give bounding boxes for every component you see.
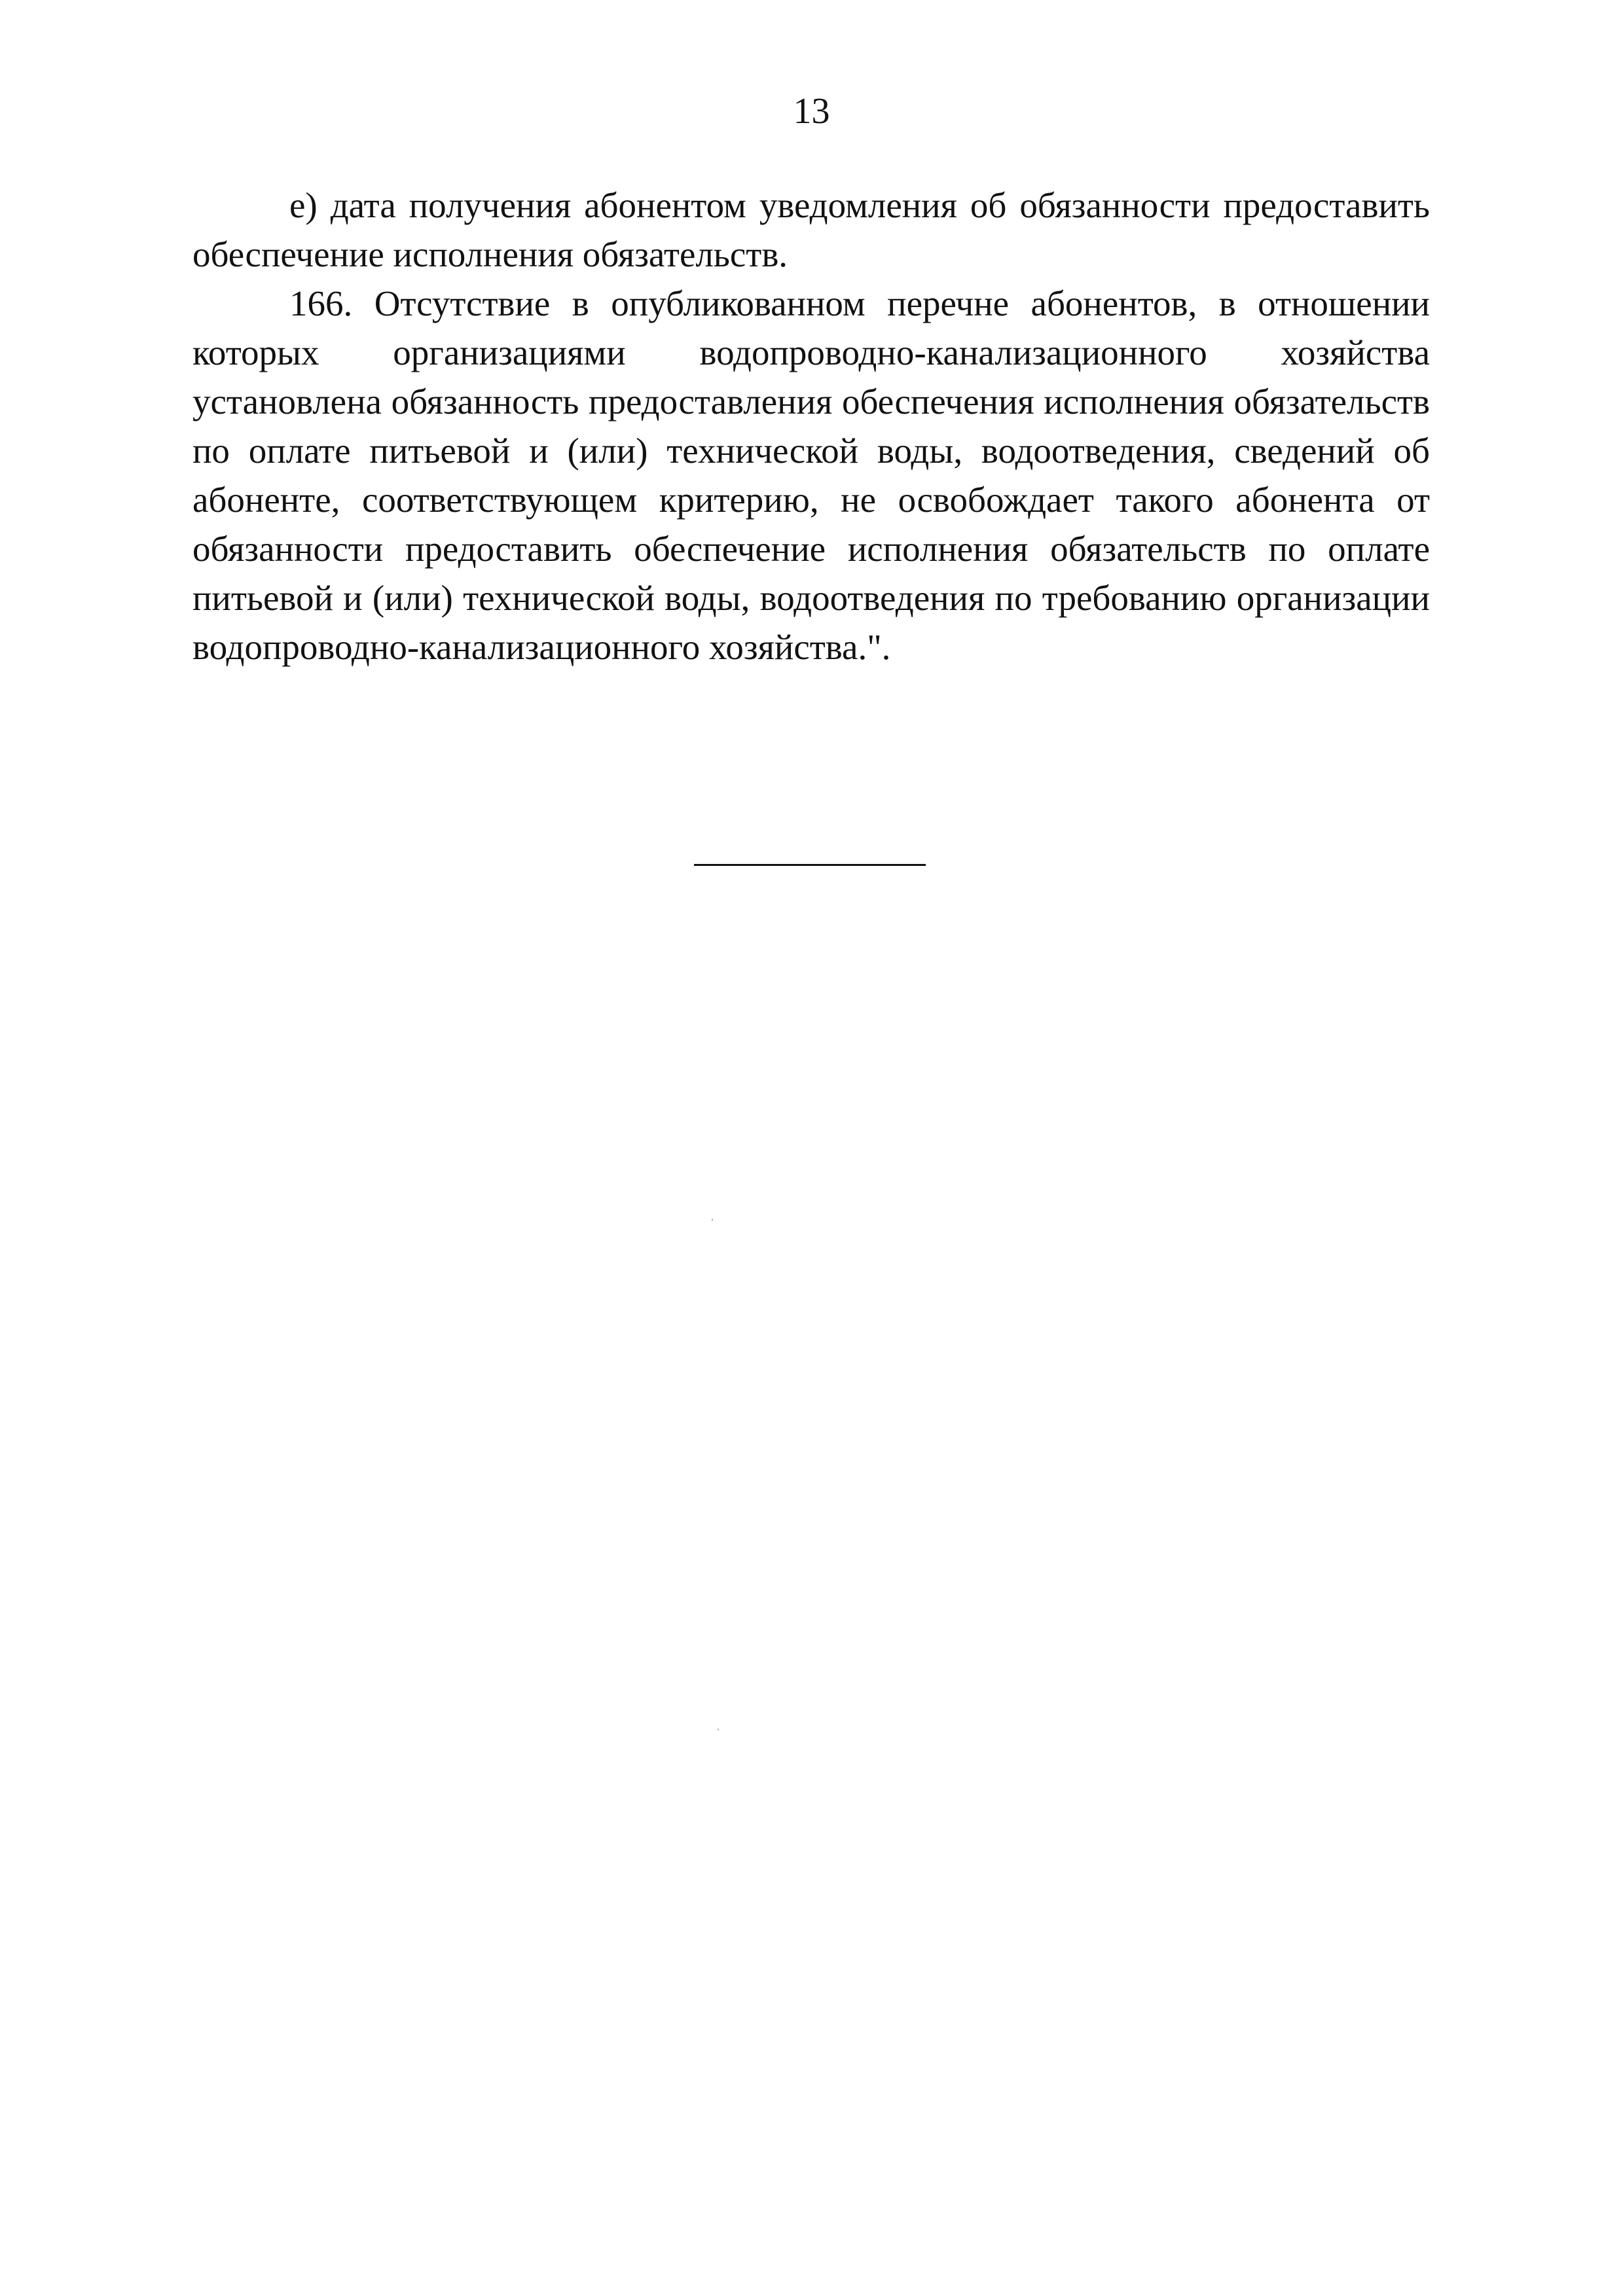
paragraph-item-e: е) дата получения абонентом уведомления об обязанности предоставить обеспечение исполнения обязательств. bbox=[192, 185, 1430, 274]
document-body bbox=[192, 181, 1430, 672]
page-number: 13 bbox=[793, 91, 830, 132]
scan-speck bbox=[718, 1729, 719, 1731]
paragraph-166: 166. Отсутствие в опубликованном перечне абонентов, в отношении которых организациями водопроводно-канализационного хозяйства установлена обязанность предоставления обеспечения исполнения обязательств по оплате питьевой и (или) технической воды, водоотведения, сведений об абоненте, соответствующем критерию, не освобождает такого абонента от обязанности предоставить обеспечение исполнения обязательств по оплате питьевой и (или) технической воды, водоотведения по требованию организации водопроводно-канализационного хозяйства.". bbox=[192, 283, 1430, 667]
end-separator-line bbox=[694, 864, 926, 866]
scan-speck bbox=[712, 1219, 713, 1221]
